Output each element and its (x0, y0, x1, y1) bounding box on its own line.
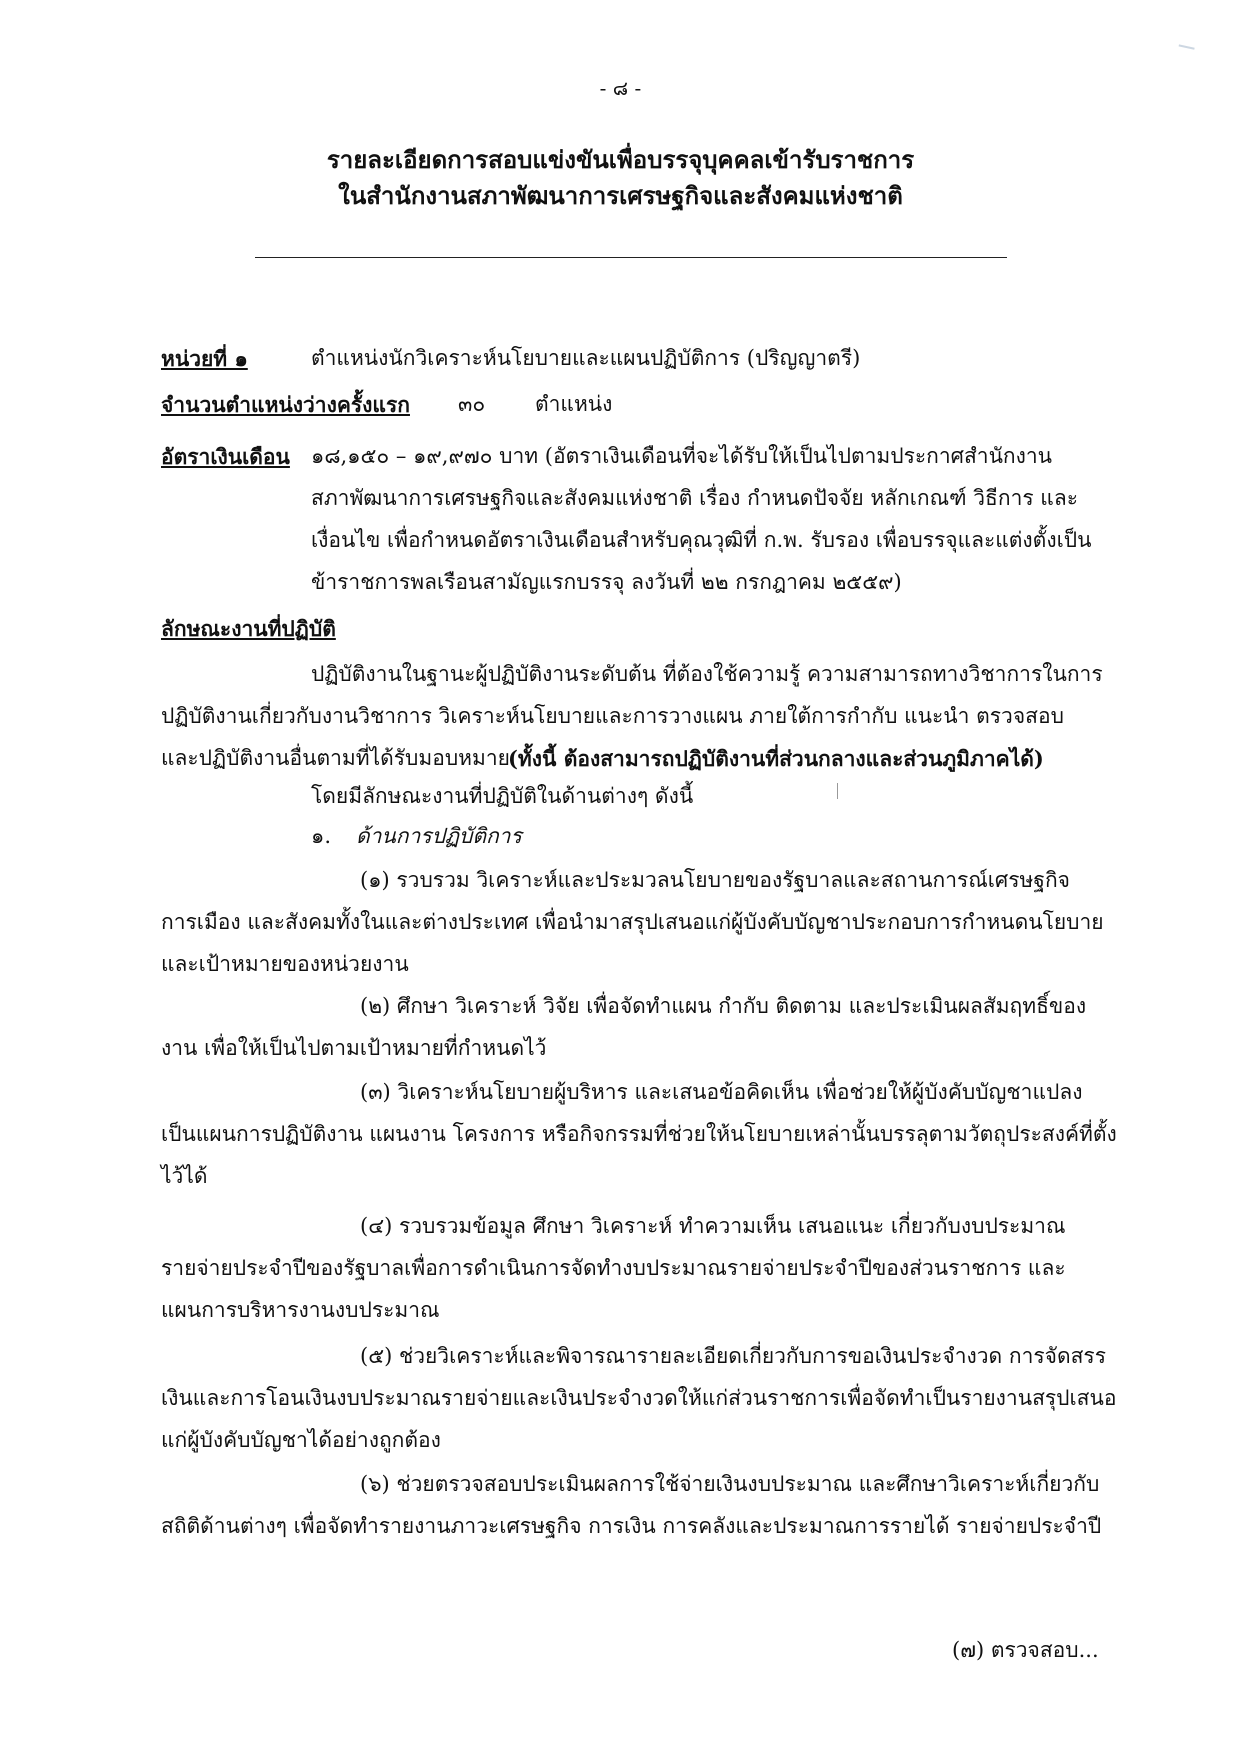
item-line: และเป้าหมายของหน่วยงาน (161, 952, 409, 976)
item-line: ไว้ได้ (161, 1164, 208, 1188)
item-line: การเมือง และสังคมทั้งในและต่างประเทศ เพื่อนำมาสรุปเสนอแก่ผู้บังคับบัญชาประกอบการกำหนดนโยบาย (161, 910, 1104, 934)
vacancy-unit: ตำแหน่ง (535, 392, 613, 416)
item-line: แผนการบริหารงานงบประมาณ (161, 1298, 440, 1322)
scan-mark (1177, 44, 1194, 55)
duties-note: (ทั้งนี้ ต้องสามารถปฏิบัติงานที่ส่วนกลางและส่วนภูมิภาคได้) (508, 746, 1044, 771)
item-line: (๑) รวบรวม วิเคราะห์และประมวลนโยบายของรัฐบาลและสถานการณ์เศรษฐกิจ (360, 868, 1070, 892)
unit-label: หน่วยที่ ๑ (161, 346, 248, 371)
vacancy-count: ๓๐ (458, 392, 486, 416)
salary-label: อัตราเงินเดือน (161, 444, 290, 469)
salary-line: ข้าราชการพลเรือนสามัญแรกบรรจุ ลงวันที่ ๒๒ กรกฎาคม ๒๕๕๙) (311, 570, 902, 594)
title-line-2: ในสำนักงานสภาพัฒนาการเศรษฐกิจและสังคมแห่งชาติ (338, 181, 903, 210)
item-line: (๓) วิเคราะห์นโยบายผู้บริหาร และเสนอข้อคิดเห็น เพื่อช่วยให้ผู้บังคับบัญชาแปลง (360, 1080, 1083, 1104)
section-title: ด้านการปฏิบัติการ (356, 824, 522, 848)
item-line: สถิติด้านต่างๆ เพื่อจัดทำรายงานภาวะเศรษฐกิจ การเงิน การคลังและประมาณการรายได้ รายจ่ายประจำปี (161, 1514, 1102, 1538)
duties-para-line: ปฏิบัติงานเกี่ยวกับงานวิชาการ วิเคราะห์นโยบายและการวางแผน ภายใต้การกำกับ แนะนำ ตรวจสอบ (161, 704, 1064, 728)
item-line: (๒) ศึกษา วิเคราะห์ วิจัย เพื่อจัดทำแผน กำกับ ติดตาม และประเมินผลสัมฤทธิ์ของ (360, 994, 1087, 1018)
vacancy-label: จำนวนตำแหน่งว่างครั้งแรก (161, 392, 410, 417)
stray-mark (837, 783, 838, 799)
duties-heading: ลักษณะงานที่ปฏิบัติ (161, 616, 336, 641)
page-number: - ๘ - (599, 76, 642, 100)
item-line: รายจ่ายประจำปีของรัฐบาลเพื่อการดำเนินการจัดทำงบประมาณรายจ่ายประจำปีของส่วนราชการ และ (161, 1256, 1066, 1280)
duties-para-line: ปฏิบัติงานในฐานะผู้ปฏิบัติงานระดับต้น ที่ต้องใช้ความรู้ ความสามารถทางวิชาการในการ (311, 662, 1103, 686)
duties-para-line: และปฏิบัติงานอื่นตามที่ได้รับมอบหมาย (161, 746, 510, 770)
duties-intro: โดยมีลักษณะงานที่ปฏิบัติในด้านต่างๆ ดังนี้ (311, 784, 694, 808)
continuation-marker: (๗) ตรวจสอบ... (952, 1638, 1099, 1662)
title-line-1: รายละเอียดการสอบแข่งขันเพื่อบรรจุบุคคลเข้ารับราชการ (326, 145, 915, 174)
item-line: แก่ผู้บังคับบัญชาได้อย่างถูกต้อง (161, 1428, 441, 1452)
salary-line: ๑๘,๑๕๐ – ๑๙,๙๗๐ บาท (อัตราเงินเดือนที่จะได้รับให้เป็นไปตามประกาศสำนักงาน (311, 444, 1053, 468)
item-line: (๔) รวบรวมข้อมูล ศึกษา วิเคราะห์ ทำความเห็น เสนอแนะ เกี่ยวกับงบประมาณ (360, 1214, 1066, 1238)
item-line: เงินและการโอนเงินงบประมาณรายจ่ายและเงินประจำงวดให้แก่ส่วนราชการเพื่อจัดทำเป็นรายงานสรุปเสนอ (161, 1386, 1117, 1410)
title-divider (255, 257, 1007, 258)
item-line: งาน เพื่อให้เป็นไปตามเป้าหมายที่กำหนดไว้ (161, 1036, 547, 1060)
salary-line: เงื่อนไข เพื่อกำหนดอัตราเงินเดือนสำหรับคุณวุฒิที่ ก.พ. รับรอง เพื่อบรรจุและแต่งตั้งเป็น (311, 528, 1092, 552)
salary-line: สภาพัฒนาการเศรษฐกิจและสังคมแห่งชาติ เรื่อง กำหนดปัจจัย หลักเกณฑ์ วิธีการ และ (311, 486, 1078, 510)
item-line: (๕) ช่วยวิเคราะห์และพิจารณารายละเอียดเกี่ยวกับการขอเงินประจำงวด การจัดสรร (360, 1344, 1106, 1368)
item-line: (๖) ช่วยตรวจสอบประเมินผลการใช้จ่ายเงินงบประมาณ และศึกษาวิเคราะห์เกี่ยวกับ (360, 1472, 1100, 1496)
unit-value: ตำแหน่งนักวิเคราะห์นโยบายและแผนปฏิบัติการ (ปริญญาตรี) (311, 346, 861, 370)
item-line: เป็นแผนการปฏิบัติงาน แผนงาน โครงการ หรือกิจกรรมที่ช่วยให้นโยบายเหล่านั้นบรรลุตามวัตถุประสงค์ที่ตั้ง (161, 1122, 1117, 1146)
section-number: ๑. (311, 824, 332, 848)
